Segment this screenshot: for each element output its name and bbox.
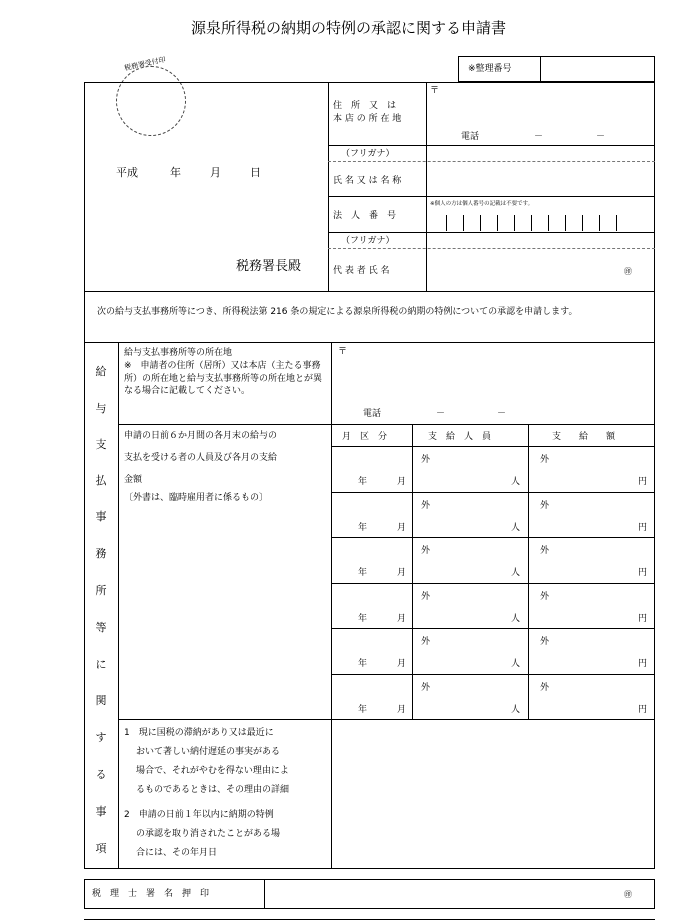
office-address-input[interactable]: [350, 347, 650, 402]
section-vertical-13: 事: [95, 805, 107, 818]
row-year-unit: 年: [358, 705, 368, 715]
delinquency-text-4: るものであるときは、その理由の詳細: [136, 785, 290, 795]
row-amount-unit: 円: [638, 477, 648, 487]
section-vertical-3: 支: [95, 438, 107, 451]
col-people-header: 支 給 人 員: [428, 432, 492, 442]
row-people-input[interactable]: [430, 540, 508, 578]
row-amount-input[interactable]: [552, 631, 636, 669]
row-people-unit: 人: [511, 659, 521, 669]
representative-label: 代 表 者 氏 名: [333, 266, 390, 276]
row-amount-gai: 外: [540, 501, 550, 511]
payroll-desc-2: 支払を受ける者の人員及び各月の支給: [124, 453, 278, 463]
date-day: 日: [250, 166, 261, 179]
date-year: 年: [170, 166, 181, 179]
address-input[interactable]: [442, 86, 652, 126]
corp-no-note: ※個人の方は個人番号の記載は不要です。: [430, 201, 534, 207]
section-vertical-2: 与: [95, 402, 107, 415]
seal-mark-icon: ㊞: [624, 267, 632, 276]
delinquency-text-6: の承認を取り消されたことがある場: [136, 829, 281, 839]
row-month-unit: 月: [397, 477, 407, 487]
ref-no-label: ※整理番号: [468, 64, 512, 74]
row-amount-unit: 円: [638, 568, 648, 578]
furigana-label-1: （フリガナ）: [341, 149, 395, 159]
delinquency-text-7: 合には、その年月日: [136, 848, 218, 858]
payroll-desc-3: 金額: [124, 475, 143, 485]
row-amount-unit: 円: [638, 705, 648, 715]
delinquency-text-1: 1 現に国税の滞納があり又は最近に: [124, 728, 274, 738]
row-people-unit: 人: [511, 477, 521, 487]
office-phone-dash-1: －: [436, 409, 446, 419]
delinquency-text-3: 場合で、それがやむを得ない理由によ: [136, 766, 289, 776]
row-people-gai: 外: [421, 683, 431, 693]
section-vertical-7: 所: [95, 584, 107, 597]
row-amount-unit: 円: [638, 523, 648, 533]
delinquency-text-2: おいて著しい納付遅延の事実がある: [136, 747, 281, 757]
address-label-1: 住 所 又 は: [333, 101, 397, 111]
row-month-unit: 月: [397, 523, 407, 533]
row-amount-gai: 外: [540, 455, 550, 465]
row-amount-gai: 外: [540, 683, 550, 693]
furigana-label-2: （フリガナ）: [341, 236, 395, 246]
row-people-input[interactable]: [430, 631, 508, 669]
row-amount-input[interactable]: [552, 540, 636, 578]
row-year-unit: 年: [358, 523, 368, 533]
row-month-unit: 月: [397, 568, 407, 578]
address-label-2: 本 店 の 所 在 地: [333, 114, 402, 124]
section-vertical-12: る: [95, 768, 107, 781]
row-month-unit: 月: [397, 659, 407, 669]
row-amount-gai: 外: [540, 637, 550, 647]
section-vertical-5: 事: [95, 510, 107, 523]
corp-no-input[interactable]: [428, 206, 654, 230]
row-people-unit: 人: [511, 523, 521, 533]
row-people-gai: 外: [421, 637, 431, 647]
row-amount-unit: 円: [638, 659, 648, 669]
postal-mark: 〒: [430, 86, 440, 96]
row-amount-gai: 外: [540, 546, 550, 556]
phone-dash-2: －: [596, 132, 606, 142]
row-amount-input[interactable]: [552, 677, 636, 715]
tax-accountant-label: 税 理 士 署 名 押 印: [92, 889, 210, 899]
col-month-header: 月 区 分: [342, 432, 388, 442]
row-month-unit: 月: [397, 705, 407, 715]
section-vertical-14: 項: [95, 842, 107, 855]
date-era: 平成: [116, 166, 138, 179]
row-year-unit: 年: [358, 568, 368, 578]
row-people-unit: 人: [511, 568, 521, 578]
row-people-gai: 外: [421, 501, 431, 511]
form-title: 源泉所得税の納期の特例の承認に関する申請書: [190, 19, 506, 37]
section-vertical-6: 務: [95, 547, 107, 560]
row-people-input[interactable]: [430, 449, 508, 487]
office-phone-dash-2: －: [497, 409, 507, 419]
row-people-unit: 人: [511, 614, 521, 624]
ref-no-input[interactable]: [541, 57, 654, 81]
payroll-desc-4: 〔外書は、臨時雇用者に係るもの〕: [124, 493, 269, 503]
row-people-input[interactable]: [430, 677, 508, 715]
row-amount-gai: 外: [540, 592, 550, 602]
representative-input[interactable]: [428, 252, 618, 288]
section-vertical-8: 等: [95, 621, 107, 634]
section-vertical-11: す: [95, 731, 107, 744]
row-year-unit: 年: [358, 477, 368, 487]
name-input[interactable]: [428, 164, 652, 194]
row-people-gai: 外: [421, 592, 431, 602]
office-postal-mark: 〒: [338, 347, 348, 357]
row-month-unit: 月: [397, 614, 407, 624]
date-month: 月: [210, 166, 221, 179]
section-vertical-4: 払: [95, 474, 107, 487]
statement-text: 次の給与支払事務所等につき、所得税法第 216 条の規定による源泉所得税の納期の特例についての承認を申請します。: [97, 307, 578, 317]
name-label: 氏 名 又 は 名 称: [333, 176, 402, 186]
tax-office-label: 税務署長殿: [236, 259, 302, 274]
corp-no-label: 法 人 番 号: [333, 211, 397, 221]
office-phone-label: 電話: [363, 409, 382, 419]
delinquency-detail-input[interactable]: [333, 721, 653, 867]
row-people-gai: 外: [421, 455, 431, 465]
section-vertical-10: 関: [95, 694, 107, 707]
section-vertical-1: 給: [95, 365, 107, 378]
office-location-label: 給与支払事務所等の所在地: [124, 348, 233, 358]
row-amount-input[interactable]: [552, 449, 636, 487]
row-year-unit: 年: [358, 614, 368, 624]
office-location-note: ※ 申請者の住所（居所）又は本店（主たる事務所）の所在地と給与支払事務所等の所在地とが異なる場合に記載してください。: [124, 361, 323, 396]
phone-dash-1: －: [534, 132, 544, 142]
phone-label: 電話: [461, 132, 480, 142]
row-people-input[interactable]: [430, 495, 508, 533]
stamp-label: 税務署受付印: [123, 55, 167, 73]
row-people-gai: 外: [421, 546, 431, 556]
row-amount-input[interactable]: [552, 586, 636, 624]
col-amount-header: 支 給 額: [552, 432, 616, 442]
row-people-input[interactable]: [430, 586, 508, 624]
section-vertical-9: に: [95, 658, 107, 671]
row-people-unit: 人: [511, 705, 521, 715]
payroll-desc-1: 申請の日前６か月間の各月末の給与の: [124, 431, 278, 441]
row-amount-input[interactable]: [552, 495, 636, 533]
tax-accountant-input[interactable]: [266, 880, 616, 908]
delinquency-text-5: 2 申請の日前１年以内に納期の特例: [124, 810, 274, 820]
row-amount-unit: 円: [638, 614, 648, 624]
tax-accountant-seal-icon: ㊞: [624, 890, 632, 899]
row-year-unit: 年: [358, 659, 368, 669]
